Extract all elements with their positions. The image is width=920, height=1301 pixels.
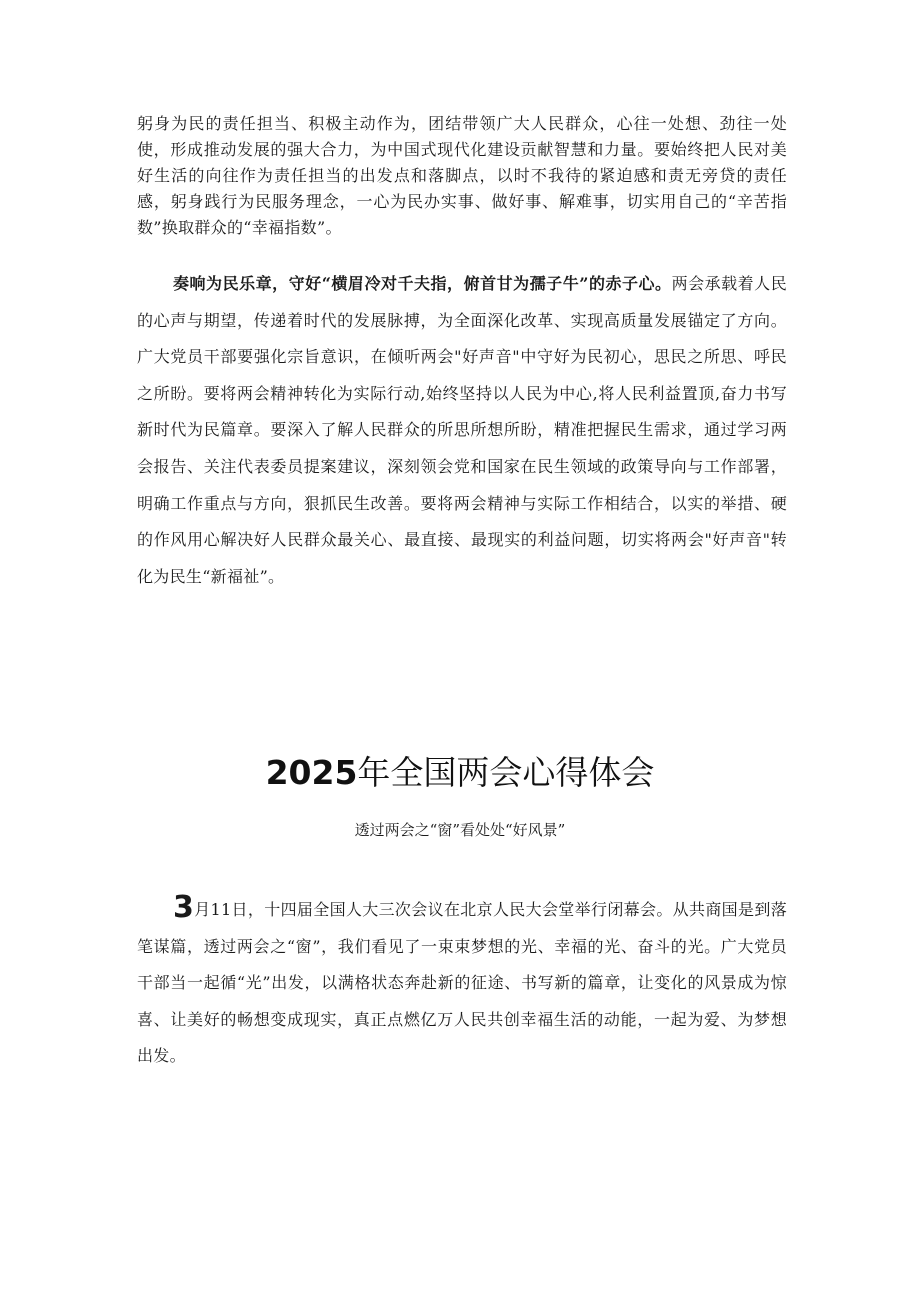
intro-paragraph bbox=[137, 111, 787, 241]
article-title bbox=[0, 748, 920, 798]
section-body-text: 两会承载着人民的心声与期望，传递着时代的发展脉搏，为全面深化改革、实现高质量发展锚定了方向。广大党员干部要强化宗旨意识，在倾听两会"好声音"中守好为民初心，思民之所思、呼民之所盼。要将两会精神转化为实际行动,始终坚持以人民为中心,将人民利益置顶,奋力书写新时代为民篇章。要深入了解人民群众的所思所想所盼，精准把握民生需求，通过学习两会报告、关注代表委员提案建议，深刻领会党和国家在民生领域的政策导向与工作部署，明确工作重点与方向，狠抓民生改善。要将两会精神与实际工作相结合，以实的举措、硬的作风用心解决好人民群众最关心、最直接、最现实的利益问题，切实将两会"好声音"转化为民生“新福祉”。 bbox=[137, 274, 787, 586]
article-subtitle: 透过两会之“窗”看处处“好风景” bbox=[354, 821, 566, 839]
article-title-year: 2025 bbox=[265, 753, 358, 792]
section-paragraph bbox=[137, 266, 787, 595]
dropcap-numeral: 3 bbox=[173, 890, 195, 925]
article-body-paragraph bbox=[137, 892, 787, 1075]
article-body-text: 月11日，十四届全国人大三次会议在北京人民大会堂举行闭幕会。从共商国是到落笔谋篇，透过两会之“窗”，我们看见了一束束梦想的光、幸福的光、奋斗的光。广大党员干部当一起循“光”出发，以满格状态奔赴新的征途、书写新的篇章，让变化的风景成为惊喜、让美好的畅想变成现实，真正点燃亿万人民共创幸福生活的动能，一起为爱、为梦想出发。 bbox=[137, 900, 787, 1066]
article-title-text: 年全国两会心得体会 bbox=[357, 753, 655, 792]
intro-paragraph-text: 躬身为民的责任担当、积极主动作为，团结带领广大人民群众，心往一处想、劲往一处使，形成推动发展的强大合力，为中国式现代化建设贡献智慧和力量。要始终把人民对美好生活的向往作为责任担当的出发点和落脚点，以时不我待的紧迫感和责无旁贷的责任感，躬身践行为民服务理念，一心为民办实事、做好事、解难事，切实用自己的“辛苦指数”换取群众的“幸福指数”。 bbox=[137, 114, 787, 237]
section-lead-sentence: 奏响为民乐章，守好“横眉冷对千夫指，俯首甘为孺子牛”的赤子心。 bbox=[173, 274, 672, 293]
